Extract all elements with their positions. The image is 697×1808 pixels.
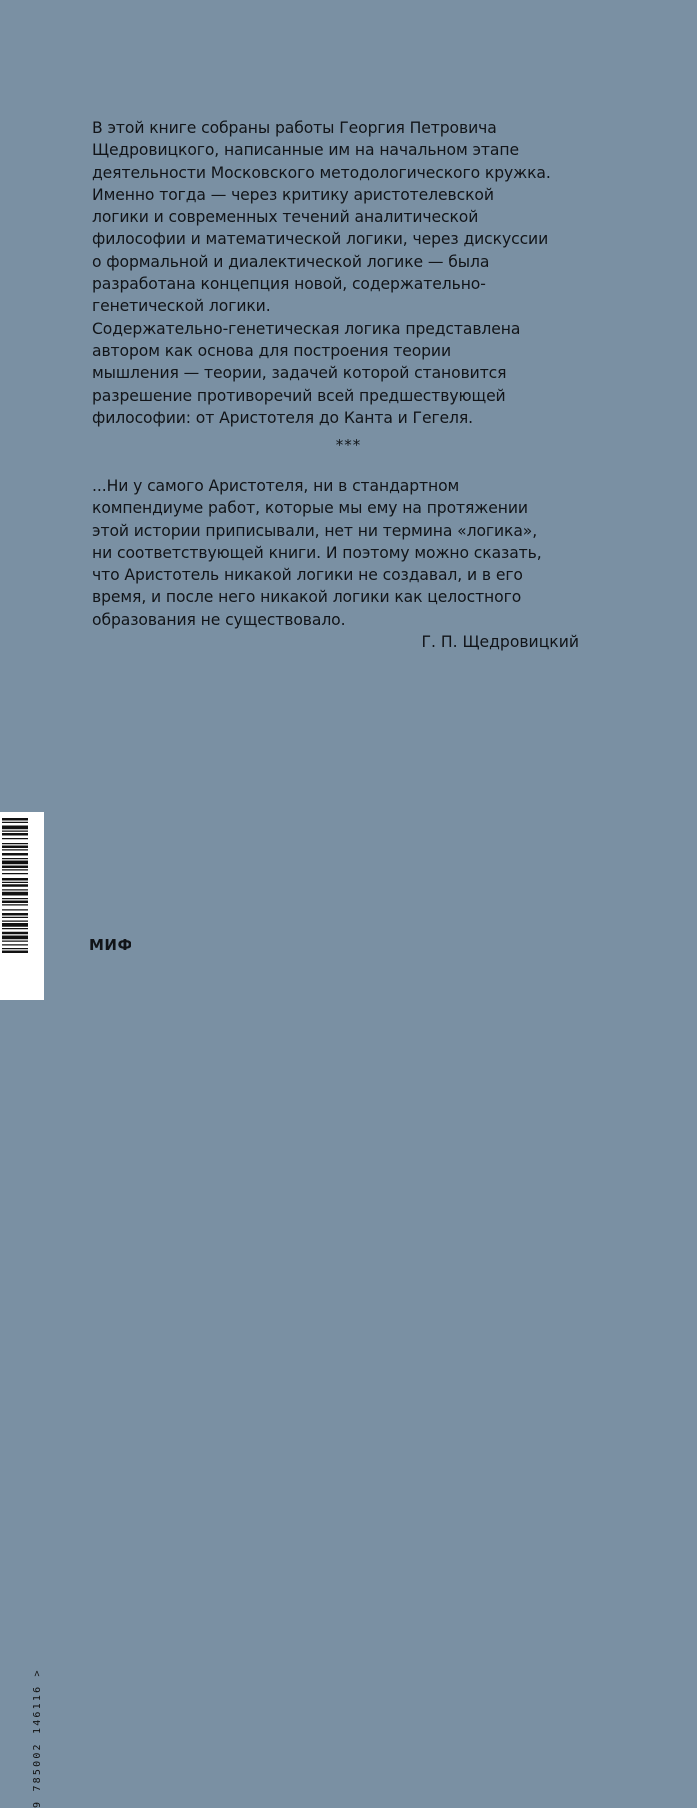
- annotation-line: философии: от Аристотеля до Канта и Гегеля.: [92, 408, 474, 427]
- annotation-paragraph: [92, 117, 592, 429]
- quote-line: ...Ни у самого Аристотеля, ни в стандартном: [92, 477, 460, 495]
- annotation-line: Содержательно-генетическая логика представлена: [92, 319, 521, 338]
- quote-line: образования не существовало.: [92, 610, 346, 629]
- barcode-bar: [2, 892, 28, 896]
- annotation-line: логики и современных течений аналитической: [92, 208, 479, 227]
- annotation-line: Именно тогда — через критику аристотелевской: [92, 185, 494, 204]
- barcode-bar: [2, 858, 28, 859]
- annotation-line: философии и математической логики, через дискуссии: [92, 230, 549, 249]
- annotation-text: [92, 117, 592, 429]
- barcode-bar: [2, 882, 28, 883]
- quote-line: что Аристотель никакой логики не создавал, и в его: [92, 566, 523, 585]
- isbn-digits: 9 785002 146116 >: [32, 1668, 43, 1808]
- barcode-bar: [2, 904, 28, 905]
- publisher-logo-text: МИФ: [89, 936, 131, 954]
- barcode-bar: [2, 913, 28, 916]
- separator: ***: [335, 436, 362, 454]
- barcode-bar: [2, 941, 28, 942]
- quote-paragraph: [92, 475, 602, 631]
- barcode-bar: [2, 898, 28, 899]
- quote-line: этой истории приписывали, нет ни термина «логика»,: [92, 521, 538, 540]
- barcode-bar: [2, 917, 28, 918]
- barcode-bar: [2, 921, 28, 922]
- barcode-bar: [2, 944, 28, 945]
- barcode-bar: [2, 932, 28, 935]
- annotation-line: разработана концепция новой, содержательно-: [92, 275, 486, 294]
- barcode-bar: [2, 818, 28, 821]
- publisher-logo: [89, 936, 131, 959]
- barcode-bar: [2, 901, 28, 904]
- barcode-bar: [2, 873, 28, 874]
- barcode-bar: [2, 831, 28, 832]
- barcode-bar: [2, 822, 28, 823]
- quote-line: компендиуме работ, которые мы ему на протяжении: [92, 499, 528, 518]
- barcode-bar: [2, 853, 28, 856]
- barcode-bar: [2, 889, 28, 890]
- barcode-bar: [2, 909, 28, 910]
- barcode-bar: [2, 928, 28, 929]
- barcode-bar: [2, 948, 28, 949]
- barcode-bar: [2, 846, 28, 849]
- barcode-bar: [2, 838, 28, 839]
- quote-line: время, и после него никакой логики как целостного: [92, 588, 522, 607]
- annotation-line: разрешение противоречий всей предшествующей: [92, 386, 506, 405]
- barcode-bar: [2, 826, 28, 830]
- barcode-bar: [2, 866, 28, 869]
- quote-attribution: Г. П. Щедровицкий: [421, 633, 579, 651]
- barcode-bar: [2, 861, 28, 865]
- barcode-bar: [2, 833, 28, 836]
- quote-text: [92, 475, 602, 631]
- publisher-logo-mark: [89, 936, 131, 954]
- barcode-bar: [2, 849, 28, 850]
- annotation-line: автором как основа для построения теории: [92, 341, 451, 360]
- isbn-barcode: [0, 812, 44, 1808]
- annotation-line: В этой книге собраны работы Георгия Петровича: [92, 119, 497, 137]
- barcode-bar: [2, 878, 28, 881]
- annotation-line: Щедровицкого, написанные им на начальном этапе: [92, 141, 519, 160]
- annotation-line: о формальной и диалектической логике — была: [92, 252, 490, 271]
- quote-line: ни соответствующей книги. И поэтому можно сказать,: [92, 543, 542, 562]
- annotation-line: генетической логики.: [92, 297, 271, 316]
- barcode-bar: [2, 951, 28, 954]
- barcode-bar: [2, 923, 28, 927]
- annotation-line: деятельности Московского методологического кружка.: [92, 163, 551, 182]
- barcode-bar: [2, 936, 28, 940]
- barcode-bar: [2, 884, 28, 887]
- barcode-bar: [2, 869, 28, 870]
- barcode-bars: [0, 812, 30, 1000]
- annotation-line: мышления — теории, задачей которой становится: [92, 364, 507, 383]
- barcode-bar: [2, 843, 28, 844]
